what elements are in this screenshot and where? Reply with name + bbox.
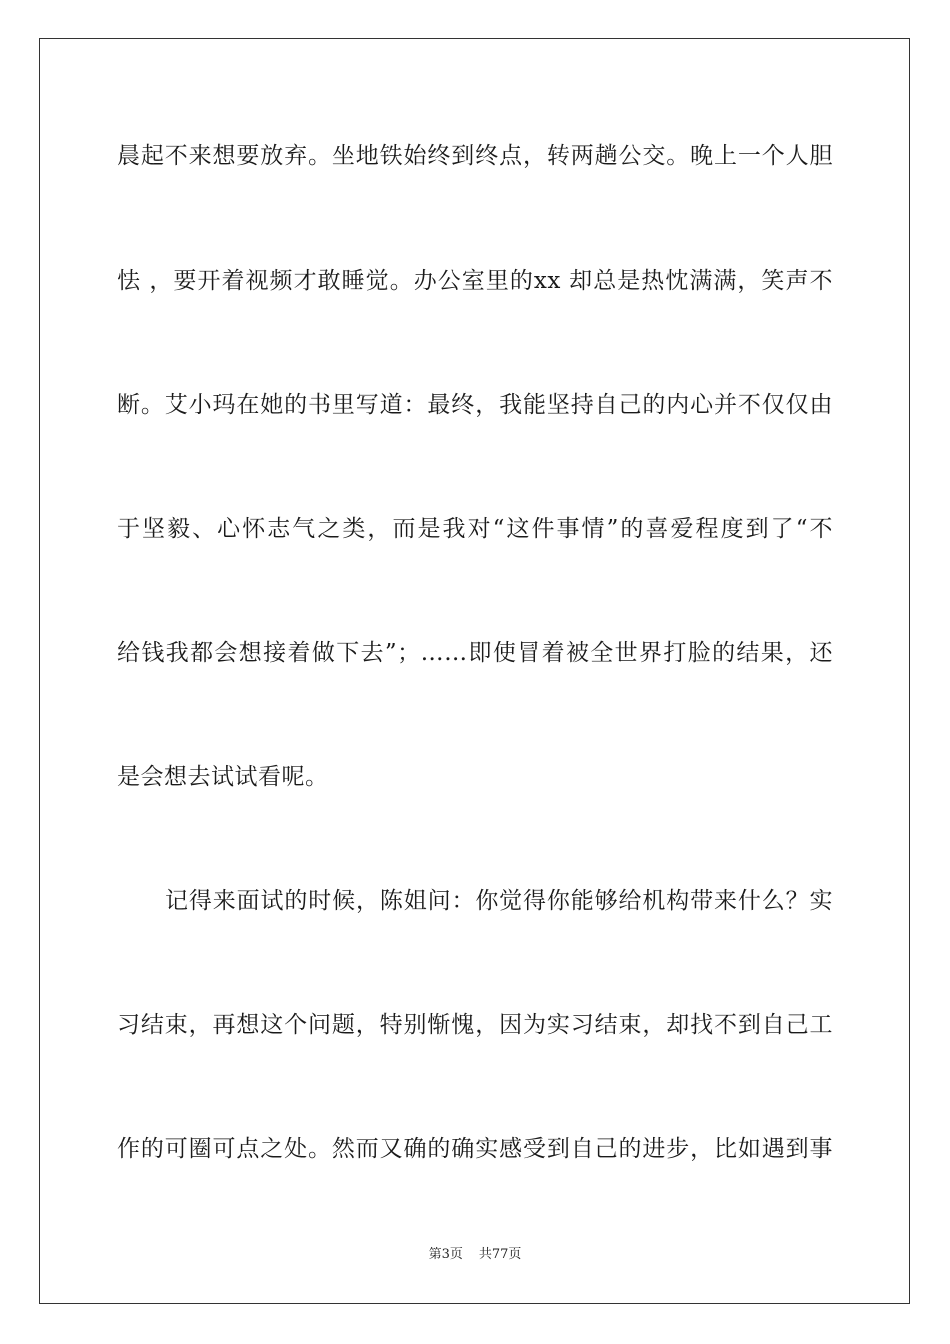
text-line: 怯 ，要开着视频才敢睡觉。办公室里的xx 却总是热忱满满，笑声不 xyxy=(117,268,833,294)
page-number: 第3页 xyxy=(428,1247,463,1262)
text-line: 晨起不来想要放弃。坐地铁始终到终点，转两趟公交。晚上一个人胆 xyxy=(117,143,833,169)
total-pages: 共77页 xyxy=(478,1247,522,1262)
text-line: 习结束，再想这个问题，特别惭愧，因为实习结束，却找不到自己工 xyxy=(117,1012,833,1038)
text-line: 记得来面试的时候，陈姐问：你觉得你能够给机构带来什么？实 xyxy=(165,888,833,914)
text-line: 于坚毅、心怀志气之类，而是我对“这件事情”的喜爱程度到了“不 xyxy=(117,516,833,542)
text-line: 断。艾小玛在她的书里写道：最终，我能坚持自己的内心并不仅仅由 xyxy=(117,392,833,418)
page-footer xyxy=(0,1245,950,1265)
text-line: 作的可圈可点之处。然而又确的确实感受到自己的进步，比如遇到事 xyxy=(117,1136,833,1162)
text-line: 是会想去试试看呢。 xyxy=(117,764,329,790)
text-line: 给钱我都会想接着做下去”；……即使冒着被全世界打脸的结果，还 xyxy=(117,640,833,666)
